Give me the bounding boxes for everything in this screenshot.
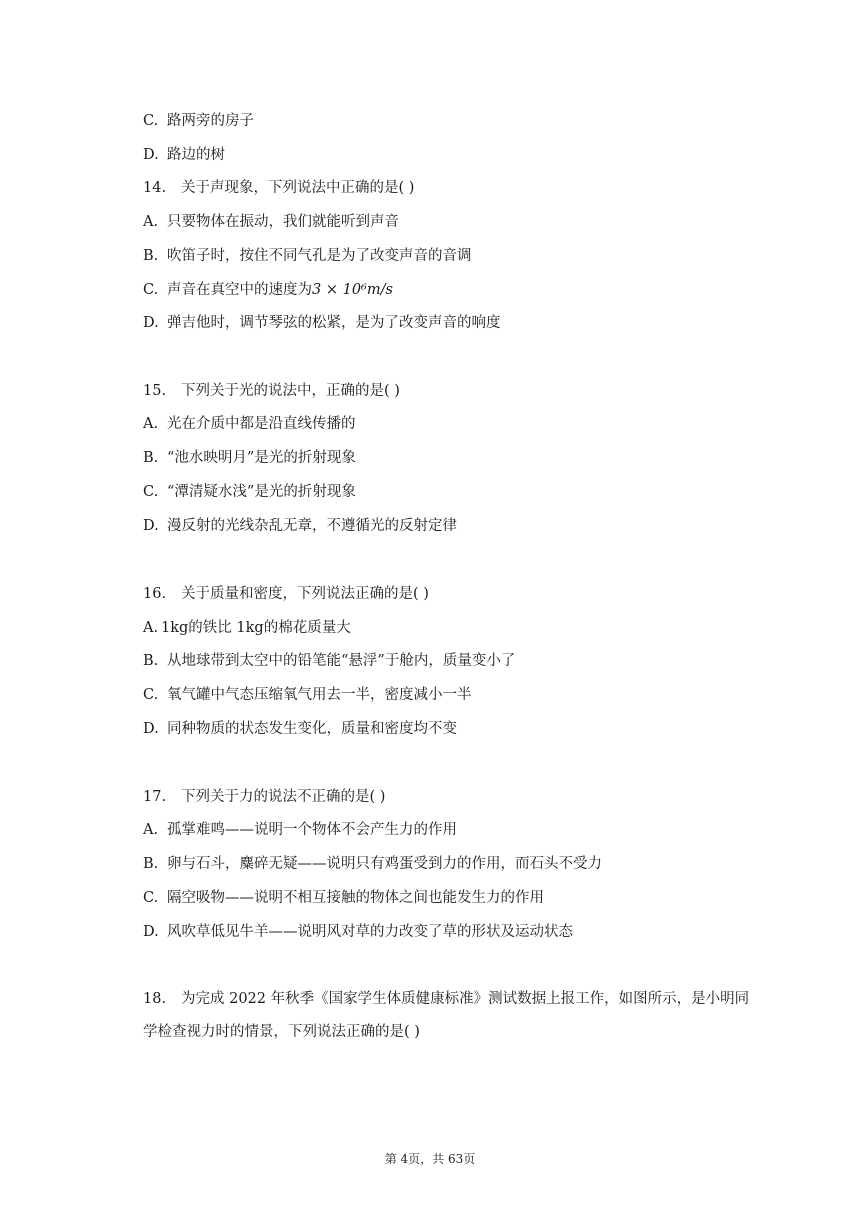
option-text: 从地球带到太空中的铅笔能“悬浮”于舱内，质量变小了 <box>167 653 516 669</box>
option-label: A. <box>143 620 159 636</box>
option-label: B. <box>143 450 159 466</box>
question-number: 16. <box>143 586 167 602</box>
option-text: 1kg的铁比 1kg的棉花质量大 <box>161 620 351 636</box>
q17-option-c <box>143 888 544 908</box>
option-label: A. <box>143 822 159 838</box>
option-c <box>143 111 254 131</box>
option-label: C. <box>143 890 159 906</box>
page-footer: 第 4页，共 63页 <box>384 1152 476 1166</box>
option-label: C. <box>143 484 159 500</box>
option-text: 吹笛子时，按住不同气孔是为了改变声音的音调 <box>167 248 472 264</box>
option-text: 同种物质的状态发生变化，质量和密度均不变 <box>167 721 457 737</box>
q14-option-a <box>143 212 399 232</box>
question-number: 15. <box>143 383 167 399</box>
q16-option-d <box>143 719 457 739</box>
question-18-stem <box>143 983 753 1049</box>
option-label: C. <box>143 113 159 129</box>
q14-option-c <box>143 280 393 300</box>
option-label: D. <box>143 518 159 534</box>
q17-option-a <box>143 820 457 840</box>
option-label: D. <box>143 315 159 331</box>
option-label: A. <box>143 214 159 230</box>
question-text: 关于质量和密度，下列说法正确的是( ) <box>181 586 429 602</box>
option-label: C. <box>143 282 159 298</box>
q14-option-b <box>143 246 472 266</box>
question-16-stem <box>143 584 429 604</box>
option-text: 只要物体在振动，我们就能听到声音 <box>167 214 399 230</box>
q17-option-b <box>143 854 602 874</box>
q16-option-c <box>143 685 472 705</box>
math-expression: 3 × 10⁶m/s <box>312 282 393 298</box>
question-text: 为完成 2022 年秋季《国家学生体质健康标准》测试数据上报工作，如图所示，是小明同学检查视力时的情景，下列说法正确的是( ) <box>143 991 750 1040</box>
question-14-stem <box>143 178 414 198</box>
option-label: D. <box>143 721 159 737</box>
option-text: 弹吉他时，调节琴弦的松紧，是为了改变声音的响度 <box>167 315 501 331</box>
option-text: 风吹草低见牛羊——说明风对草的力改变了草的形状及运动状态 <box>167 924 573 940</box>
option-text: “潭清疑水浅”是光的折射现象 <box>167 484 356 500</box>
question-17-stem <box>143 787 385 807</box>
q17-option-d <box>143 922 573 942</box>
q15-option-b <box>143 448 356 468</box>
q14-option-d <box>143 313 501 333</box>
option-label: B. <box>143 856 159 872</box>
option-label: B. <box>143 248 159 264</box>
option-text: 孤掌难鸣——说明一个物体不会产生力的作用 <box>167 822 457 838</box>
q16-option-a <box>143 618 351 638</box>
question-text: 下列关于光的说法中，正确的是( ) <box>181 383 400 399</box>
question-text: 关于声现象，下列说法中正确的是( ) <box>181 180 415 196</box>
question-number: 14. <box>143 180 167 196</box>
option-label: A. <box>143 416 159 432</box>
question-number: 17. <box>143 789 167 805</box>
option-text: 声音在真空中的速度为 <box>167 282 312 298</box>
option-text: 氧气罐中气态压缩氧气用去一半，密度减小一半 <box>167 687 472 703</box>
option-d <box>143 145 225 165</box>
option-text: 光在介质中都是沿直线传播的 <box>167 416 356 432</box>
option-text: 卵与石斗，麋碎无疑——说明只有鸡蛋受到力的作用，而石头不受力 <box>167 856 602 872</box>
option-label: C. <box>143 687 159 703</box>
question-15-stem <box>143 381 400 401</box>
q15-option-a <box>143 414 356 434</box>
option-text: 路边的树 <box>167 147 225 163</box>
option-text: 隔空吸物——说明不相互接触的物体之间也能发生力的作用 <box>167 890 544 906</box>
option-text: 路两旁的房子 <box>167 113 254 129</box>
option-label: B. <box>143 653 159 669</box>
option-text: 漫反射的光线杂乱无章，不遵循光的反射定律 <box>167 518 457 534</box>
q15-option-c <box>143 482 356 502</box>
question-text: 下列关于力的说法不正确的是( ) <box>181 789 386 805</box>
question-number: 18. <box>143 991 167 1007</box>
option-text: “池水映明月”是光的折射现象 <box>167 450 356 466</box>
q16-option-b <box>143 651 515 671</box>
option-label: D. <box>143 147 159 163</box>
q15-option-d <box>143 516 457 536</box>
option-label: D. <box>143 924 159 940</box>
